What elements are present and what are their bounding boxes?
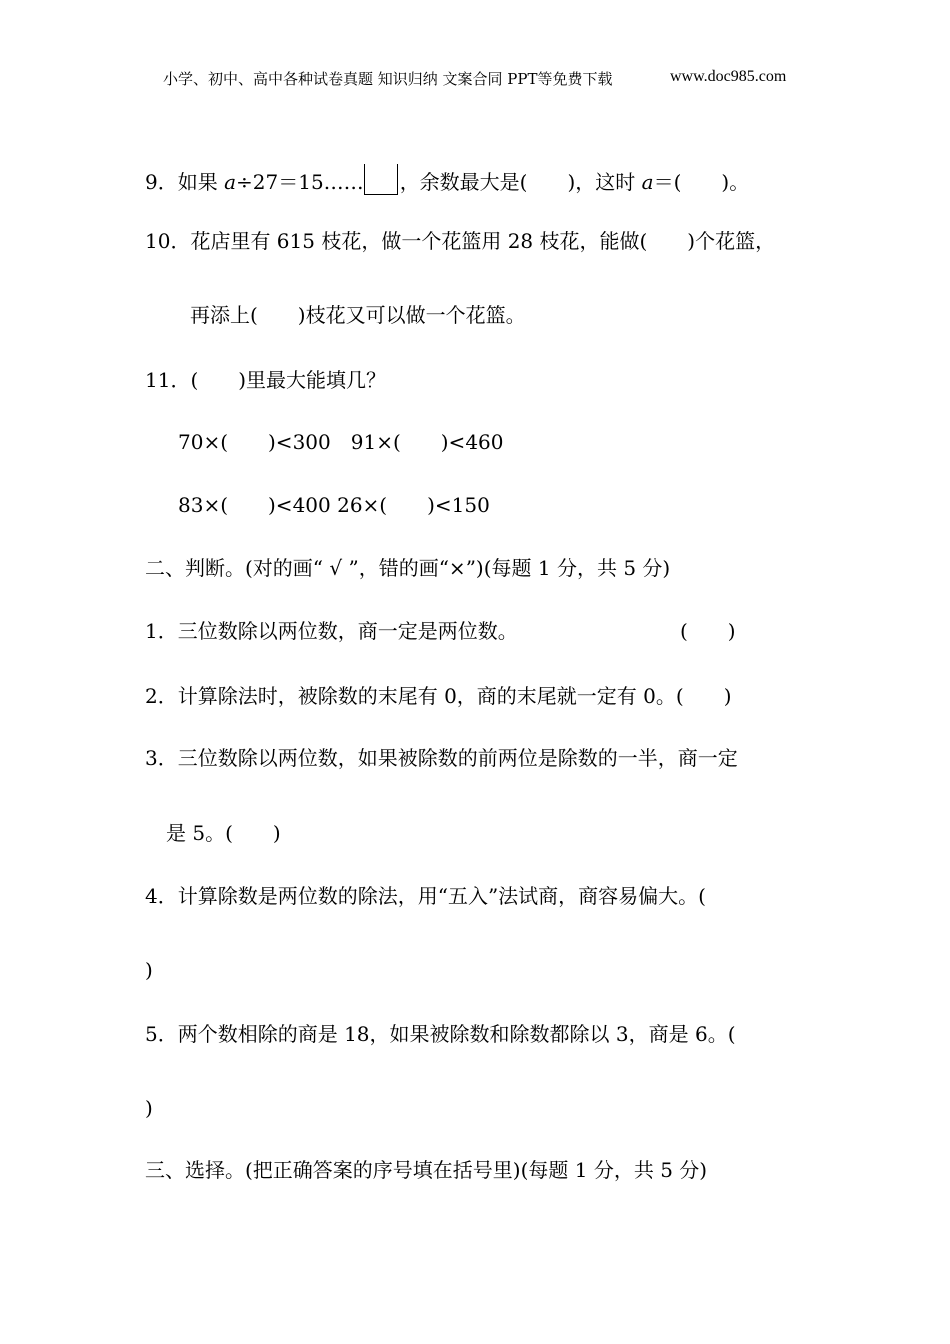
question-11-row-1: 70×( )<300 91×( )<460	[178, 430, 504, 454]
q9-ending: ＝( )。	[653, 170, 750, 194]
header-url: www.doc985.com	[670, 68, 787, 85]
section-2-title: 二、判断。(对的画“ √ ”，错的画“×”)(每题 1 分，共 5 分)	[145, 556, 671, 580]
judge-question-5-line-2: )	[145, 1096, 153, 1120]
judge-question-4-line-2: )	[145, 958, 153, 982]
q9-variable-a-2: a	[641, 170, 654, 194]
judge-question-3-line-2: 是 5。( )	[166, 821, 281, 845]
judge-question-1-paren: ( )	[680, 619, 736, 643]
judge-question-4-line-1: 4．计算除数是两位数的除法，用“五入”法试商，商容易偏大。(	[145, 884, 706, 908]
judge-question-1: 1．三位数除以两位数，商一定是两位数。	[145, 619, 518, 643]
judge-question-3-line-1: 3．三位数除以两位数，如果被除数的前两位是除数的一半，商一定	[145, 746, 738, 770]
q9-variable-a: a	[224, 170, 237, 194]
q9-prefix: 9．如果	[145, 170, 225, 194]
judge-question-2: 2．计算除法时，被除数的末尾有 0，商的末尾就一定有 0。( )	[145, 684, 732, 708]
question-10-line-1: 10．花店里有 615 枝花，做一个花篮用 28 枝花，能做( )个花篮，	[145, 229, 776, 253]
judge-question-5-line-1: 5．两个数相除的商是 18，如果被除数和除数都除以 3，商是 6。(	[145, 1022, 736, 1046]
remainder-answer-box[interactable]	[364, 164, 398, 195]
question-11-row-2: 83×( )<400 26×( )<150	[178, 493, 490, 517]
header-text: 小学、初中、高中各种试卷真题 知识归纳 文案合同 PPT等免费下载	[163, 70, 613, 88]
section-3-title: 三、选择。(把正确答案的序号填在括号里)(每题 1 分，共 5 分)	[145, 1158, 708, 1182]
question-10-line-2: 再添上( )枝花又可以做一个花篮。	[190, 303, 526, 327]
q9-equation: ÷27＝15……	[236, 170, 364, 194]
q9-remainder-text: ，余数最大是( )，这时	[399, 170, 642, 194]
question-9	[145, 164, 749, 195]
question-11-title: 11．( )里最大能填几？	[145, 368, 387, 392]
